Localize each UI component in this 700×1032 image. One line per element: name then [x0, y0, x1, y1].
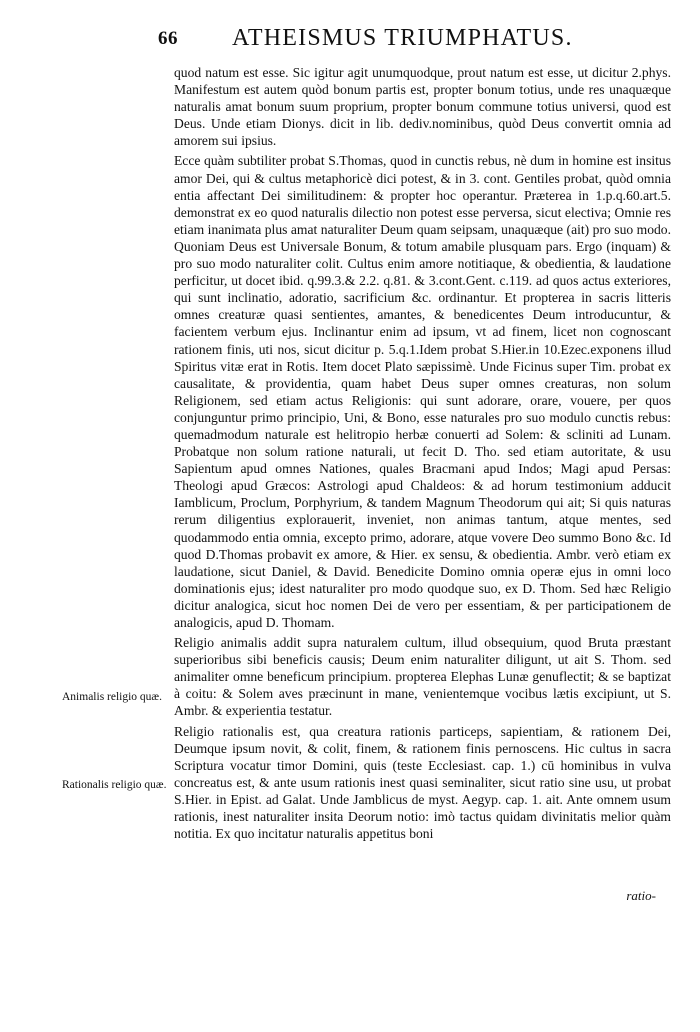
paragraph-4: Religio rationalis est, qua creatura rationis particeps, sapientiam, & rationem Dei, Deumque ipsum novit, & colit, finem, & rationem finis pernoscens. Hic cultus in sacra Scriptura vocatur timor Domini, quis (teste Ecclesiast. cap. 1.) cū hominibus in vulva concreatus est, & ante usum rationis inest quasi seminaliter, sicut ratio sine usu, ut probat S.Hier. in Epist. ad Galat. Unde Jamblicus de myst. Aegyp. cap. 1. ait. Ante omnem usum rationis, inest naturaliter insita Deorum notio: imò tactus quidam divinitatis melior quàm notitia. Ex quo incitatur naturalis appetitus boni [174, 723, 671, 842]
margin-note-rationalis: Rationalis religio quæ. [62, 779, 167, 791]
margin-note-animalis: Animalis religio quæ. [62, 691, 162, 703]
running-title: ATHEISMUS TRIUMPHATUS. [232, 25, 573, 51]
main-text-block [174, 64, 671, 842]
page-header [0, 12, 700, 52]
catchword: ratio- [626, 888, 656, 903]
paragraph-2: Ecce quàm subtiliter probat S.Thomas, quod in cunctis rebus, nè dum in homine est insitus amor Dei, qui & cultus metaphoricè dici potest, & in 3. cont. Gentiles probat, quòd omnia entia affectant Dei similitudinem: & propter hoc operantur. Præterea in 1.p.q.60.art.5. demonstrat ex eo quod naturalis dilectio non potest esse perversa, sicut electiva; Omnie res etiam inanimata plus amat naturaliter Deum quam seipsam, unaquæque (ait) pro suo modo. Quoniam Deus est Universale Bonum, & totum amabile plusquam pars. Ergo (inquam) & pro suo modo naturaliter colit. Cultus enim amore notitiaque, & obedientia, & laudatione perficitur, ut docet ibid. q.99.3.& 2.2. q.81. & 3.cont.Gent. c.119. ad quos actus exteriores, qui sunt inclinatio, adoratio, sacrificium &c. ordinantur. Et propterea in sacris litteris omnes creaturæ quasi sentientes, amantes, & benedicentes Deum introducuntur, & facientem verbum ejus. Inclinantur enim ad ipsum, vt ad finem, licet non cognoscant rationem finis, uti nos, sicut dicitur p. 5.q.1.Idem probat S.Hier.in 10.Ezec.exponens illud Spiritus vitæ erat in Rotis. Item docet Plato sæpissimè. Unde Ficinus super Tim. probat ex causalitate, & providentia, quam habet Deus super omnes creaturas, non solum Religionem, sed etiam actus Religionis: qui sunt adorare, orare, vouere, per quos conjunguntur primo principio, Uni, & Bono, esse naturales pro suo modulo cunctis rebus: quemadmodum naturale est helitropio herbæ conuerti ad Solem: & scliniti ad Lunam. Probatque non solum ratione naturali, ut fecit D. Tho. sed etiam autoritate, & usu Sapientum apud omnes Nationes, quales Bracmani apud Indos; Magi apud Persas: Theologi apud Græcos: Astrologi apud Chaldeos: & ad horum testimonium adducit Iamblicum, Proclum, Porphyrium, & tandem Magnum Theodorum qui ait; Si quis naturas rerum diligentius explorauerit, inveniet, non animas tantum, atque mentes, sed quodammodo entia omnia, excepto primo, adorare, atque vovere Deo summo Bono &c. Id quod D.Thomas probavit ex amore, & Hier. ex sensu, & obedientia. Ambr. verò etiam ex laudatione, sicut Daniel, & David. Benedicite Domino omnia operæ ejus in omni loco dominationis ejus; idest naturaliter pro modo quodque suo, ex D. Thom. Sed hæc Religio dicitur analogica, sicut hoc nomen Dei de vero per essentiam, & per participationem de analogicis, apud D. Thomam. [174, 153, 671, 630]
paragraph-3: Religio animalis addit supra naturalem cultum, illud obsequium, quod Bruta præstant superioribus sibi beneficis causis; Deum enim naturaliter diligunt, ut ait S. Thom. sed animaliter omne beneficum principium. propterea Elephas Lunæ genuflectit; & se baptizat à coitu: & Solem aves præcinunt in mane, venientemque vocibus lætis excipiunt, ut S. Ambr. & experientia testatur. [174, 635, 671, 719]
page-number: 66 [158, 28, 178, 49]
paragraph-1: quod natum est esse. Sic igitur agit unumquodque, prout natum est esse, ut dicitur 2.phys. Manifestum est autem quòd bonum partis est, propter bonum totius, unde res unaquæque naturalis amat bonum suum proprium, propter bonum commune totius universi, quod est Deus. Unde etiam Dionys. dicit in lib. dediv.nominibus, quòd Deus convertit omnia ad amorem sui ipsius. [174, 65, 671, 149]
